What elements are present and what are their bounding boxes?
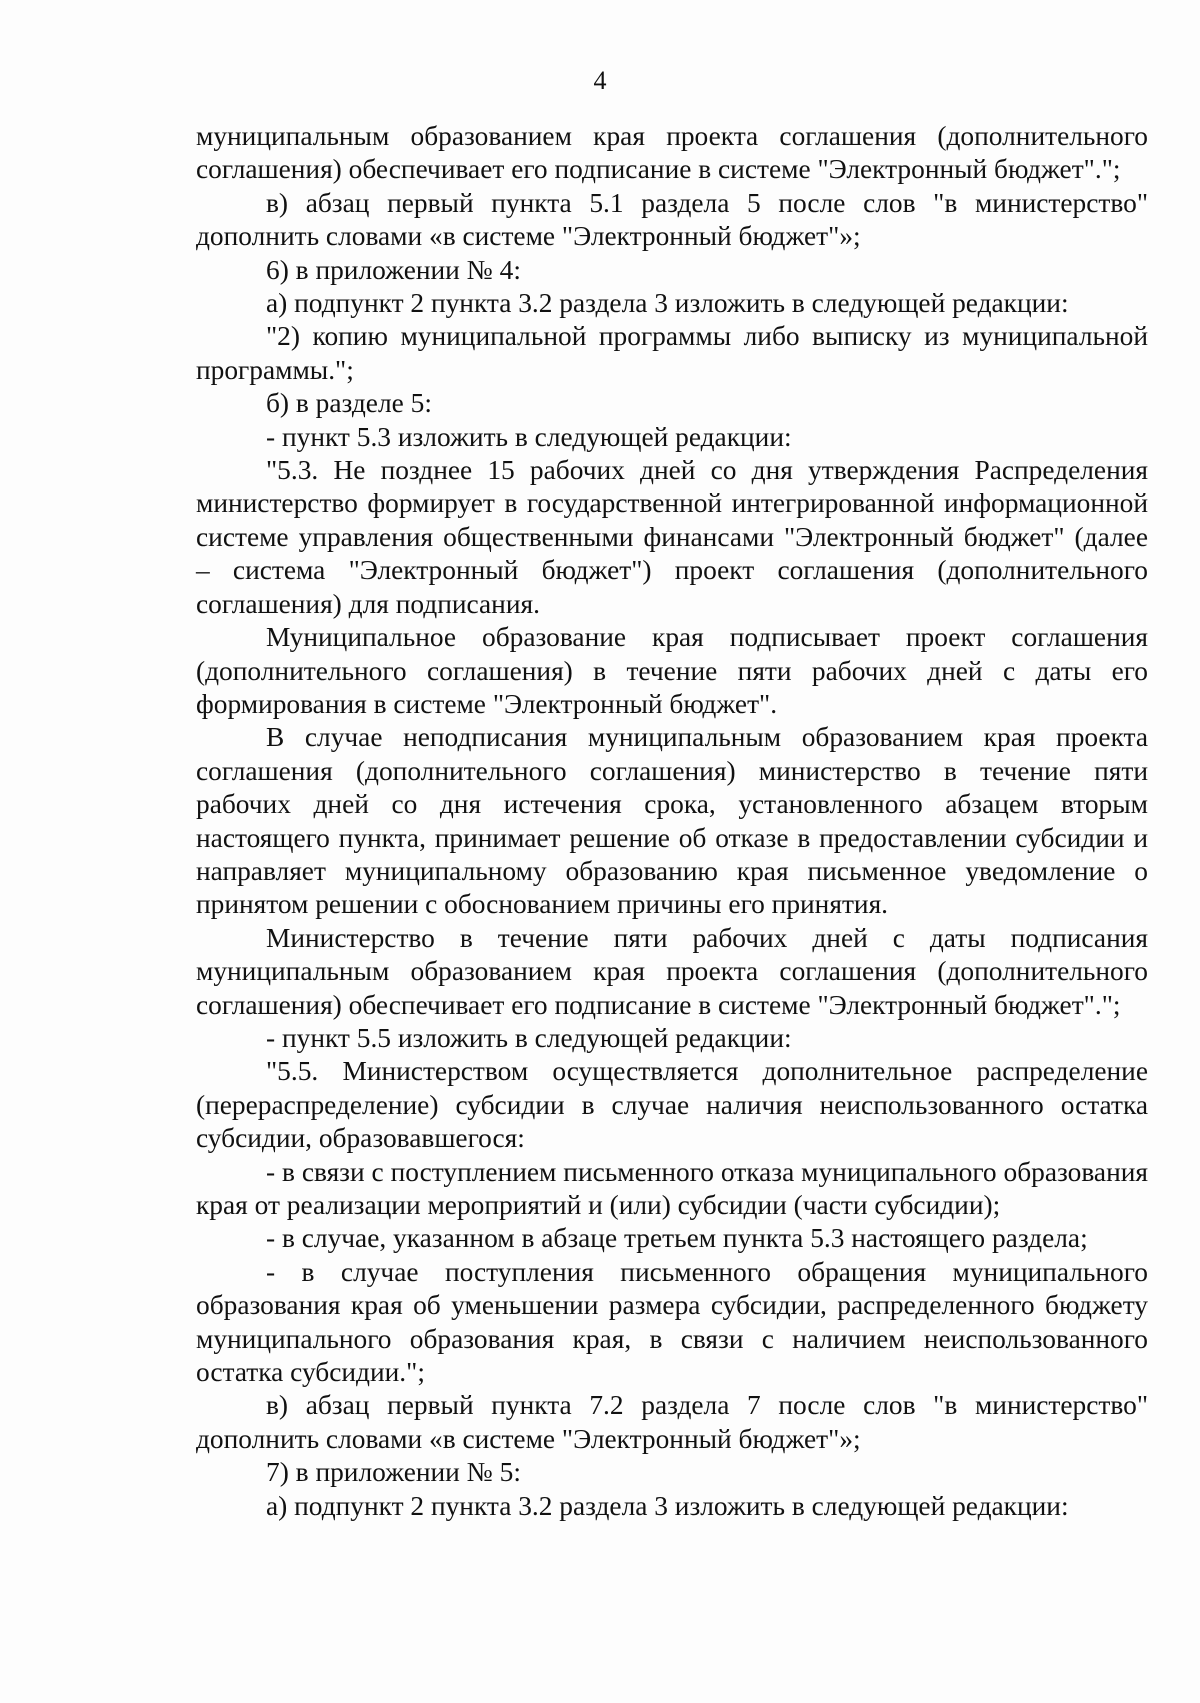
paragraph: - пункт 5.3 изложить в следующей редакции: bbox=[266, 421, 792, 452]
paragraph: Муниципальное образование края подписывает проект соглашения (дополнительного соглашения) в течение пяти рабочих дней с даты его формирования в системе "Электронный бюджет". bbox=[196, 622, 1148, 719]
paragraph: в) абзац первый пункта 5.1 раздела 5 после слов "в министерство" дополнить словами «в системе "Электронный бюджет"»; bbox=[196, 187, 1148, 252]
paragraph: а) подпункт 2 пункта 3.2 раздела 3 изложить в следующей редакции: bbox=[266, 288, 1069, 319]
paragraph: В случае неподписания муниципальным образованием края проекта соглашения (дополнительного соглашения) министерство в течение пяти рабочих дней со дня истечения срока, установленного абзацем вторым настоящего пункта, принимает решение об отказе в предоставлении субсидии и направляет муниципальному образованию края письменное уведомление о принятом решении с обоснованием причины его принятия. bbox=[196, 722, 1148, 920]
paragraph: Министерство в течение пяти рабочих дней с даты подписания муниципальным образованием края проекта соглашения (дополнительного соглашения) обеспечивает его подписание в системе "Электронный бюджет"."; bbox=[196, 922, 1148, 1020]
page-number: 4 bbox=[593, 66, 607, 95]
paragraph: - в случае поступления письменного обращения муниципального образования края об уменьшении размера субсидии, распределенного бюджету муниципального образования края, в связи с наличием неиспользованного остатка субсидии."; bbox=[196, 1256, 1148, 1388]
document-body bbox=[196, 120, 1148, 1523]
paragraph: - в связи с поступлением письменного отказа муниципального образования края от реализации мероприятий и (или) субсидии (части субсидии); bbox=[196, 1156, 1148, 1220]
paragraph: муниципальным образованием края проекта соглашения (дополнительного соглашения) обеспечивает его подписание в системе "Электронный бюджет"."; bbox=[196, 121, 1148, 185]
paragraph: "5.5. Министерством осуществляется дополнительное распределение (перераспределение) субсидии в случае наличия неиспользованного остатка субсидии, образовавшегося: bbox=[196, 1056, 1148, 1154]
paragraph: - пункт 5.5 изложить в следующей редакции: bbox=[266, 1022, 792, 1053]
paragraph: "5.3. Не позднее 15 рабочих дней со дня утверждения Распределения министерство формирует в государственной интегрированной информационной системе управления общественными финансами "Электронный бюджет" (далее – система "Электронный бюджет") проект соглашения (дополнительного соглашения) для подписания. bbox=[196, 455, 1148, 619]
paragraph: б) в разделе 5: bbox=[266, 388, 432, 419]
paragraph: в) абзац первый пункта 7.2 раздела 7 после слов "в министерство" дополнить словами «в системе "Электронный бюджет"»; bbox=[196, 1390, 1148, 1454]
paragraph: "2) копию муниципальной программы либо выписку из муниципальной программы."; bbox=[196, 321, 1148, 385]
paragraph: 7) в приложении № 5: bbox=[266, 1457, 521, 1488]
paragraph: 6) в приложении № 4: bbox=[266, 254, 521, 285]
paragraph: - в случае, указанном в абзаце третьем пункта 5.3 настоящего раздела; bbox=[266, 1223, 1088, 1254]
paragraph: а) подпункт 2 пункта 3.2 раздела 3 изложить в следующей редакции: bbox=[266, 1490, 1069, 1521]
